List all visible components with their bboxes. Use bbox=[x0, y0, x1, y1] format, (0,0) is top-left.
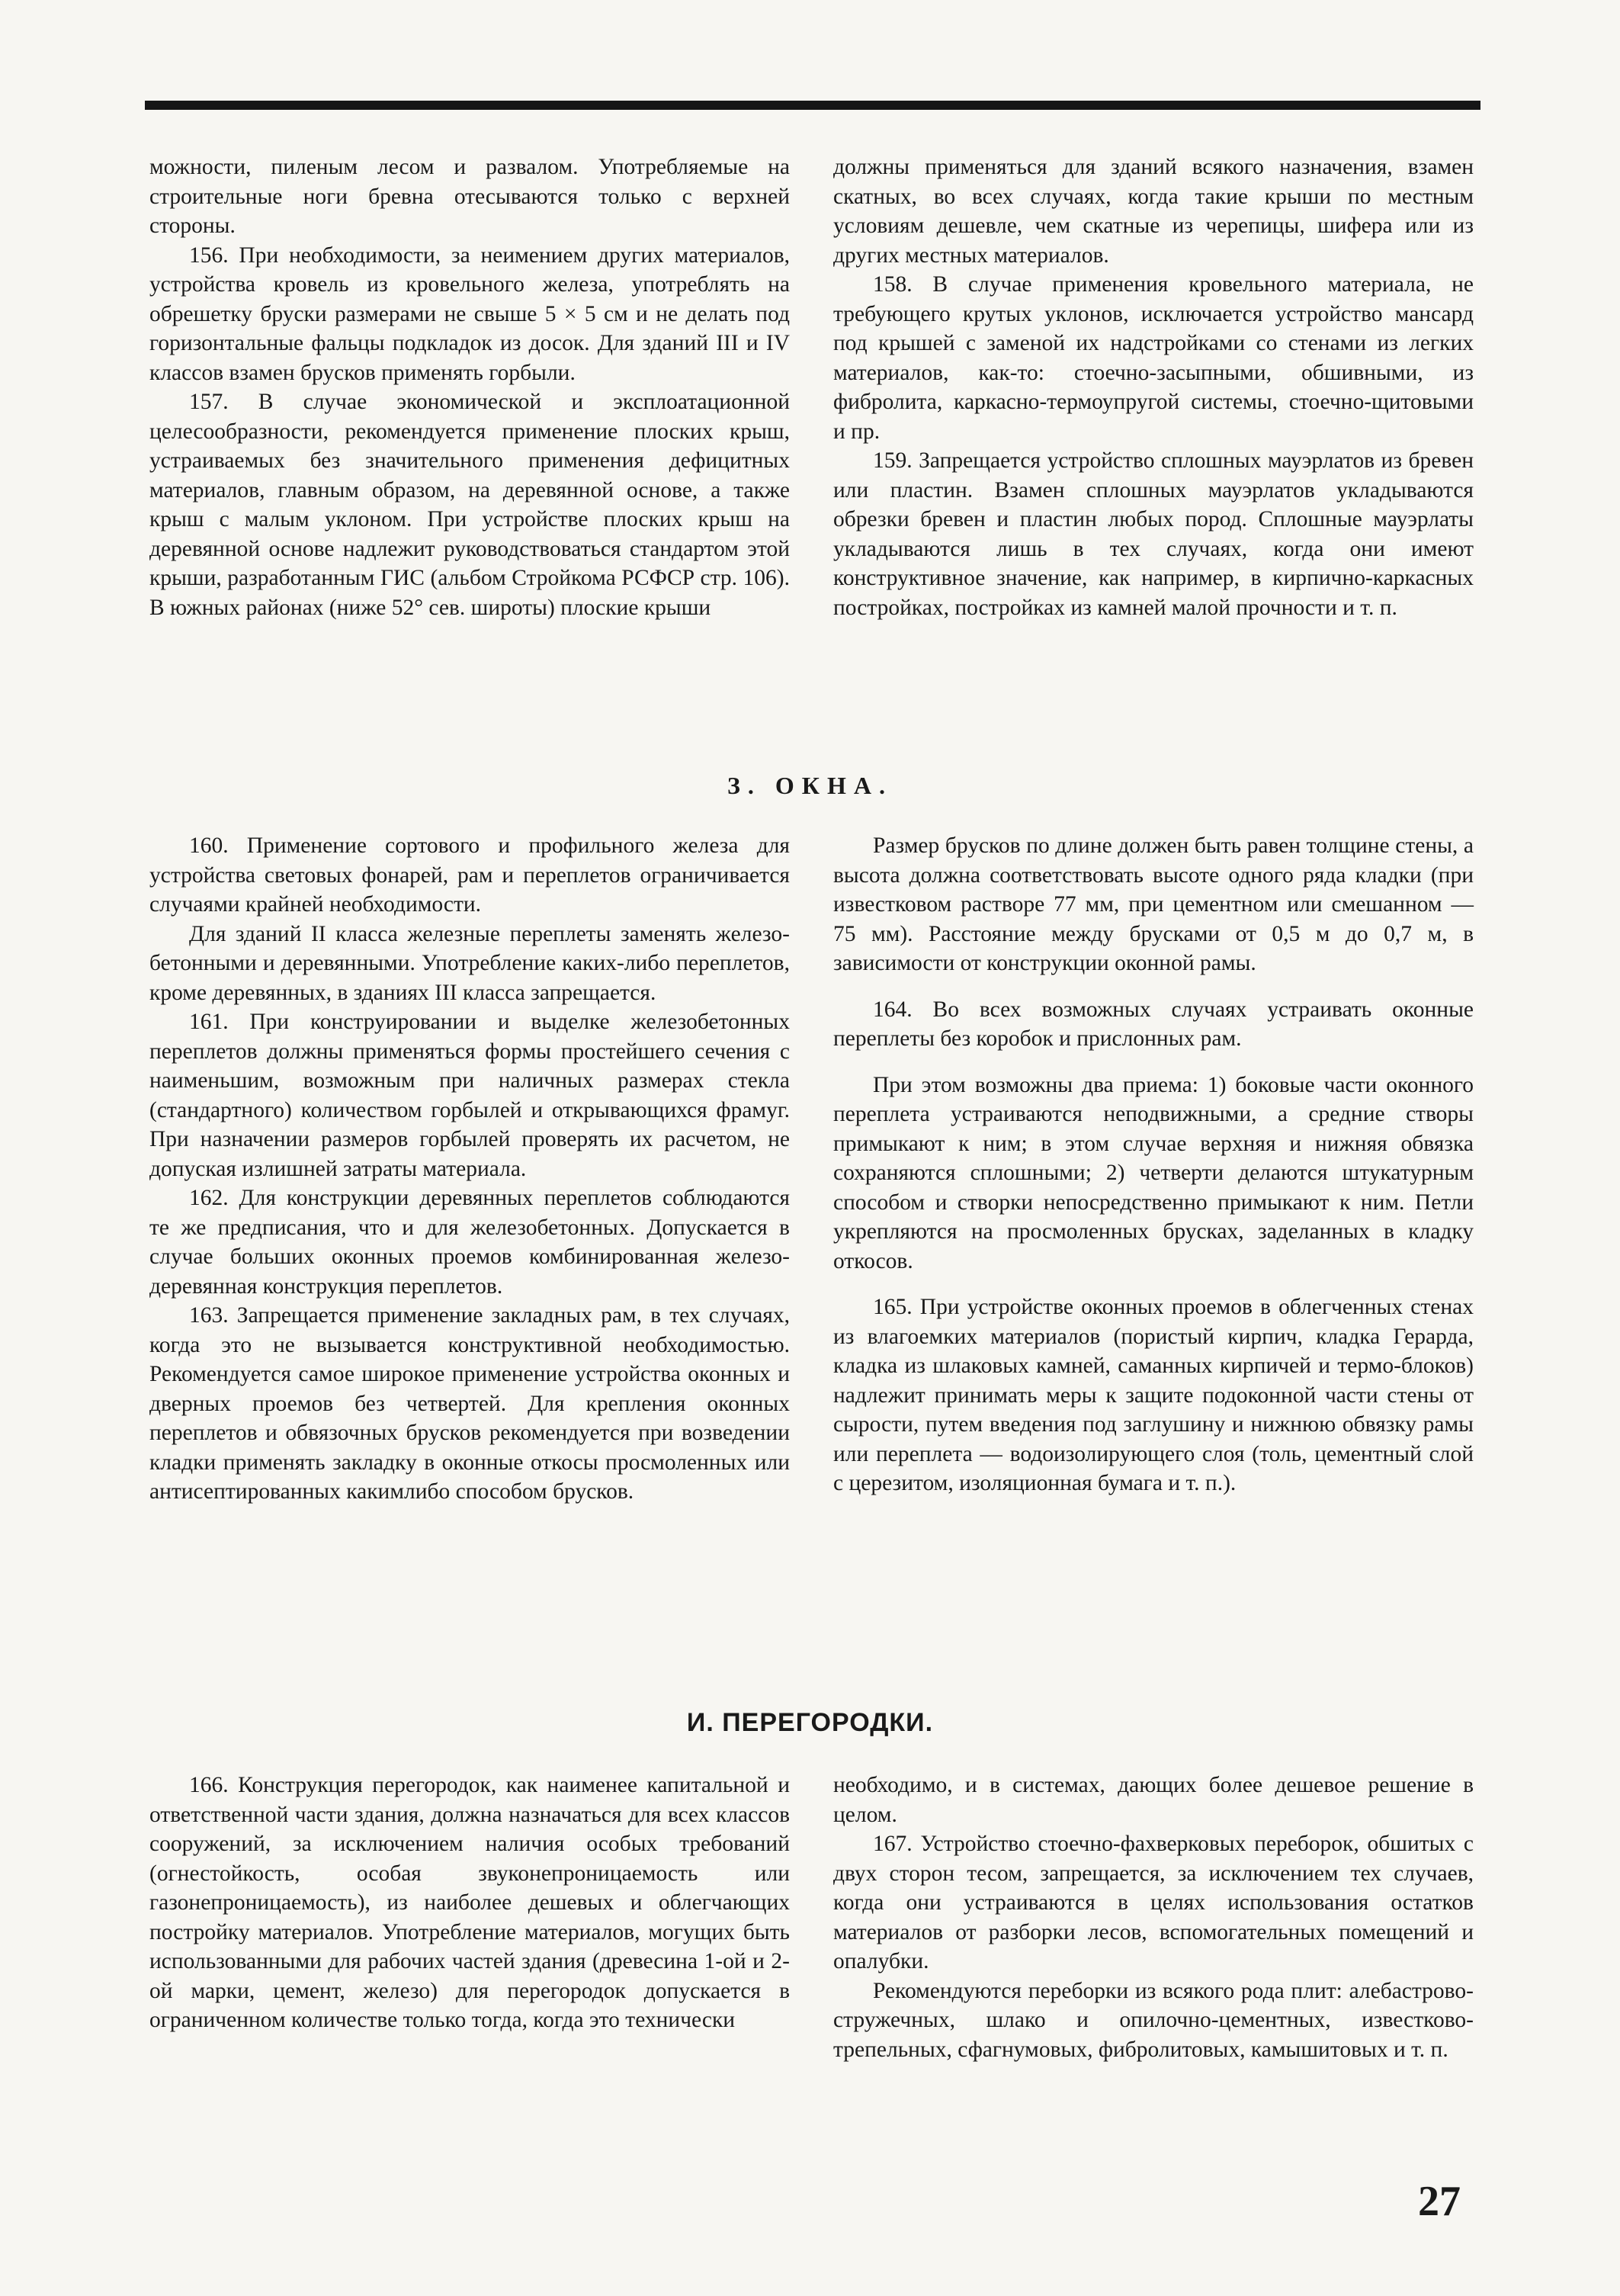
paragraph: При этом возможны два приема: 1) боковые части оконного переплета устраиваются неподвижными, а средние створы примыкают к ним; в этом случае верхняя и нижняя обвязка сохраняются сплошными; 2) четверти делаются штукатурным способом и створки непосредственно примыкают к ним. Петли укрепляются на просмоленных брусках, заделанных в кладку откосов. bbox=[833, 1072, 1474, 1273]
windows-column-right bbox=[833, 831, 1474, 1498]
section-heading-windows: З. ОКНА. bbox=[727, 772, 893, 799]
paragraph: 160. Применение сортового и профильного железа для устройства световых фонарей, рам и переплетов ограничивается случаями крайней необходимости. bbox=[149, 833, 790, 917]
roof-column-left bbox=[149, 153, 790, 622]
paragraph: 158. В случае применения кровельного материала, не требующего крутых уклонов, исключается устройство мансард под крышей с заменой их надстройками со стенами из легких материалов, как-то: стоечно-засыпными, обшивными, из фибролита, каркасно-термоупругой системы, стоечно-щитовыми и пр. bbox=[833, 272, 1474, 444]
roof-column-right bbox=[833, 153, 1474, 622]
paragraph: должны применяться для зданий всякого назначения, взамен скатных, во всех случаях, когда такие крыши по местным условиям дешевле, чем скатные из черепицы, шифера или из других местных материалов. bbox=[833, 155, 1474, 268]
paragraph: 165. При устройстве оконных проемов в облегченных стенах из влагоемких материалов (пористый кирпич, кладка Герарда, кладка из шлаковых камней, саманных кирпичей и термо-блоков) надлежит принимать меры к защите подоконной части стены от сырости, путем введения под заглушину и нижнюю обвязку рамы или переплета — водоизолирующего слоя (толь, цементный слой с церезитом, изоляционная бумага и т. п.). bbox=[833, 1295, 1474, 1495]
paragraph: 162. Для конструкции деревянных переплетов соблюдаются те же предписания, что и для железобетонных. Допускается в случае больших оконных проемов комбинированная железо-деревянная конструкция переплетов. bbox=[149, 1186, 790, 1299]
section-heading-partitions: И. ПЕРЕГОРОДКИ. bbox=[686, 1708, 934, 1737]
paragraph: 164. Во всех возможных случаях устраивать оконные переплеты без коробок и прислонных рам. bbox=[833, 997, 1474, 1051]
partitions-column-left bbox=[149, 1771, 790, 2035]
page-number: 27 bbox=[1418, 2178, 1461, 2225]
paragraph: Для зданий II класса железные переплеты заменять железо-бетонными и деревянными. Употребление каких-либо переплетов, кроме деревянных, в зданиях III класса запрещается. bbox=[149, 921, 790, 1005]
paragraph: Рекомендуются переборки из всякого рода плит: алебастрово-стружечных, шлако и опилочно-цементных, известково-трепельных, сфагнумовых, фибролитовых, камышитовых и т. п. bbox=[833, 1978, 1474, 2062]
paragraph: необходимо, и в системах, дающих более дешевое решение в целом. bbox=[833, 1773, 1474, 1827]
paragraph: 157. В случае экономической и эксплоатационной целесообразности, рекомендуется применение плоских крыш, устраиваемых без значительного применения дефицитных материалов, главным образом, на деревянной основе, а также крыш с малым уклоном. При устройстве плоских крыш на деревянной основе надлежит руководствоваться стандартом этой крыши, разработанным ГИС (альбом Стройкома РСФСР стр. 106). В южных районах (ниже 52° сев. широты) плоские крыши bbox=[149, 390, 790, 620]
partitions-column-right bbox=[833, 1771, 1474, 2064]
paragraph: 156. При необходимости, за неимением других материалов, устройства кровель из кровельного железа, употреблять на обрешетку бруски размерами не свыше 5 × 5 см и не делать под горизонтальные фальцы подкладок из досок. Для зданий III и IV классов взамен брусков применять горбыли. bbox=[149, 242, 790, 385]
paragraph: 166. Конструкция перегородок, как наименее капитальной и ответственной части здания, должна назначаться для всех классов сооружений, за исключением наличия особых требований (огнестойкость, особая звуконепроницаемость или газонепроницаемость), из наиболее дешевых и облегчающих постройку материалов. Употребление материалов, могущих быть использованными для рабочих частей здания (древесина 1-ой и 2-ой марки, цемент, железо) для перегородок допускается в ограниченном количестве только тогда, когда это технически bbox=[149, 1773, 790, 2032]
windows-column-left bbox=[149, 831, 790, 1507]
paragraph: 167. Устройство стоечно-фахверковых переборок, обшитых с двух сторон тесом, запрещается, за исключением тех случаев, когда они устраиваются в целях использования остатков материалов от разборки лесов, вспомогательных помещений и опалубки. bbox=[833, 1832, 1474, 1973]
paragraph: Размер брусков по длине должен быть равен толщине стены, а высота должна соответствовать высоте одного ряда кладки (при известковом растворе 77 мм, при цементном или смешанном — 75 мм). Расстояние между брусками от 0,5 м до 0,7 м, в зависимости от конструкции оконной рамы. bbox=[833, 833, 1474, 975]
paragraph: 161. При конструировании и выделке железобетонных переплетов должны применяться формы простейшего сечения с наименьшим, возможным при наличных размерах стекла (стандартного) количеством горбылей и открывающихся фрамуг. При назначении размеров горбылей проверять их расчетом, не допуская излишней затраты материала. bbox=[149, 1010, 790, 1181]
paragraph: 163. Запрещается применение закладных рам, в тех случаях, когда это не вызывается конструктивной необходимостью. Рекомендуется самое широкое применение устройства оконных и дверных проемов без четвертей. Для крепления оконных переплетов и обвязочных брусков рекомендуется при возведении кладки применять закладку в оконные откосы просмоленных или антисептированных какимлибо способом брусков. bbox=[149, 1303, 790, 1504]
top-rule bbox=[145, 101, 1480, 110]
paragraph: 159. Запрещается устройство сплошных мауэрлатов из бревен или пластин. Взамен сплошных мауэрлатов укладываются обрезки бревен и пластин любых пород. Сплошные мауэрлаты укладываются лишь в тех случаях, когда они имеют конструктивное значение, как например, в кирпично-каркасных постройках, постройках из камней малой прочности и т. п. bbox=[833, 448, 1474, 620]
paragraph: можности, пиленым лесом и развалом. Употребляемые на строительные ноги бревна отесываются только с верхней стороны. bbox=[149, 155, 790, 238]
